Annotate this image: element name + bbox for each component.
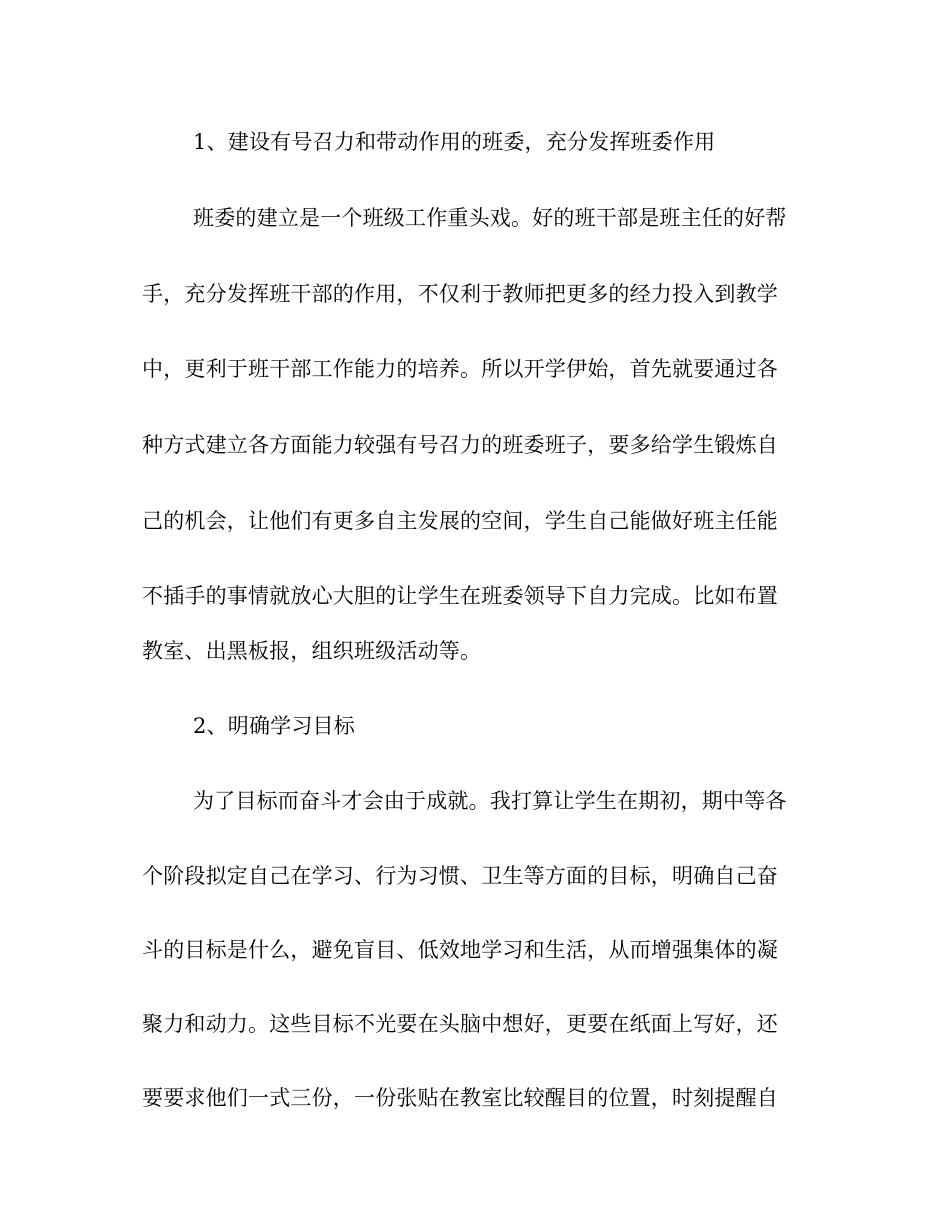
paragraph-line: 为了目标而奋斗才会由于成就。我打算让学生在期初，期中等各 xyxy=(193,789,787,813)
heading-1: 1、建设有号召力和带动作用的班委，充分发挥班委作用 xyxy=(193,130,716,154)
paragraph-line: 手，充分发挥班干部的作用，不仅利于教师把更多的经力投入到教学 xyxy=(142,282,778,306)
paragraph-line: 己的机会，让他们有更多自主发展的空间，学生自己能做好班主任能 xyxy=(142,509,778,533)
paragraph-line: 个阶段拟定自己在学习、行为习惯、卫生等方面的目标，明确自己奋 xyxy=(142,864,778,888)
heading-2: 2、明确学习目标 xyxy=(193,714,355,738)
paragraph-line: 不插手的事情就放心大胆的让学生在班委领导下自力完成。比如布置 xyxy=(142,584,778,608)
paragraph-line: 聚力和动力。这些目标不光要在头脑中想好，更要在纸面上写好，还 xyxy=(142,1012,778,1036)
paragraph-line: 斗的目标是什么，避免盲目、低效地学习和生活，从而增强集体的凝 xyxy=(142,938,778,962)
paragraph-line: 教室、出黑板报，组织班级活动等。 xyxy=(142,639,482,663)
paragraph-line: 中，更利于班干部工作能力的培养。所以开学伊始，首先就要通过各 xyxy=(142,357,778,381)
paragraph-line: 班委的建立是一个班级工作重头戏。好的班干部是班主任的好帮 xyxy=(193,206,787,230)
paragraph-line: 要要求他们一式三份，一份张贴在教室比较醒目的位置，时刻提醒自 xyxy=(142,1086,778,1110)
paragraph-line: 种方式建立各方面能力较强有号召力的班委班子，要多给学生锻炼自 xyxy=(142,433,778,457)
